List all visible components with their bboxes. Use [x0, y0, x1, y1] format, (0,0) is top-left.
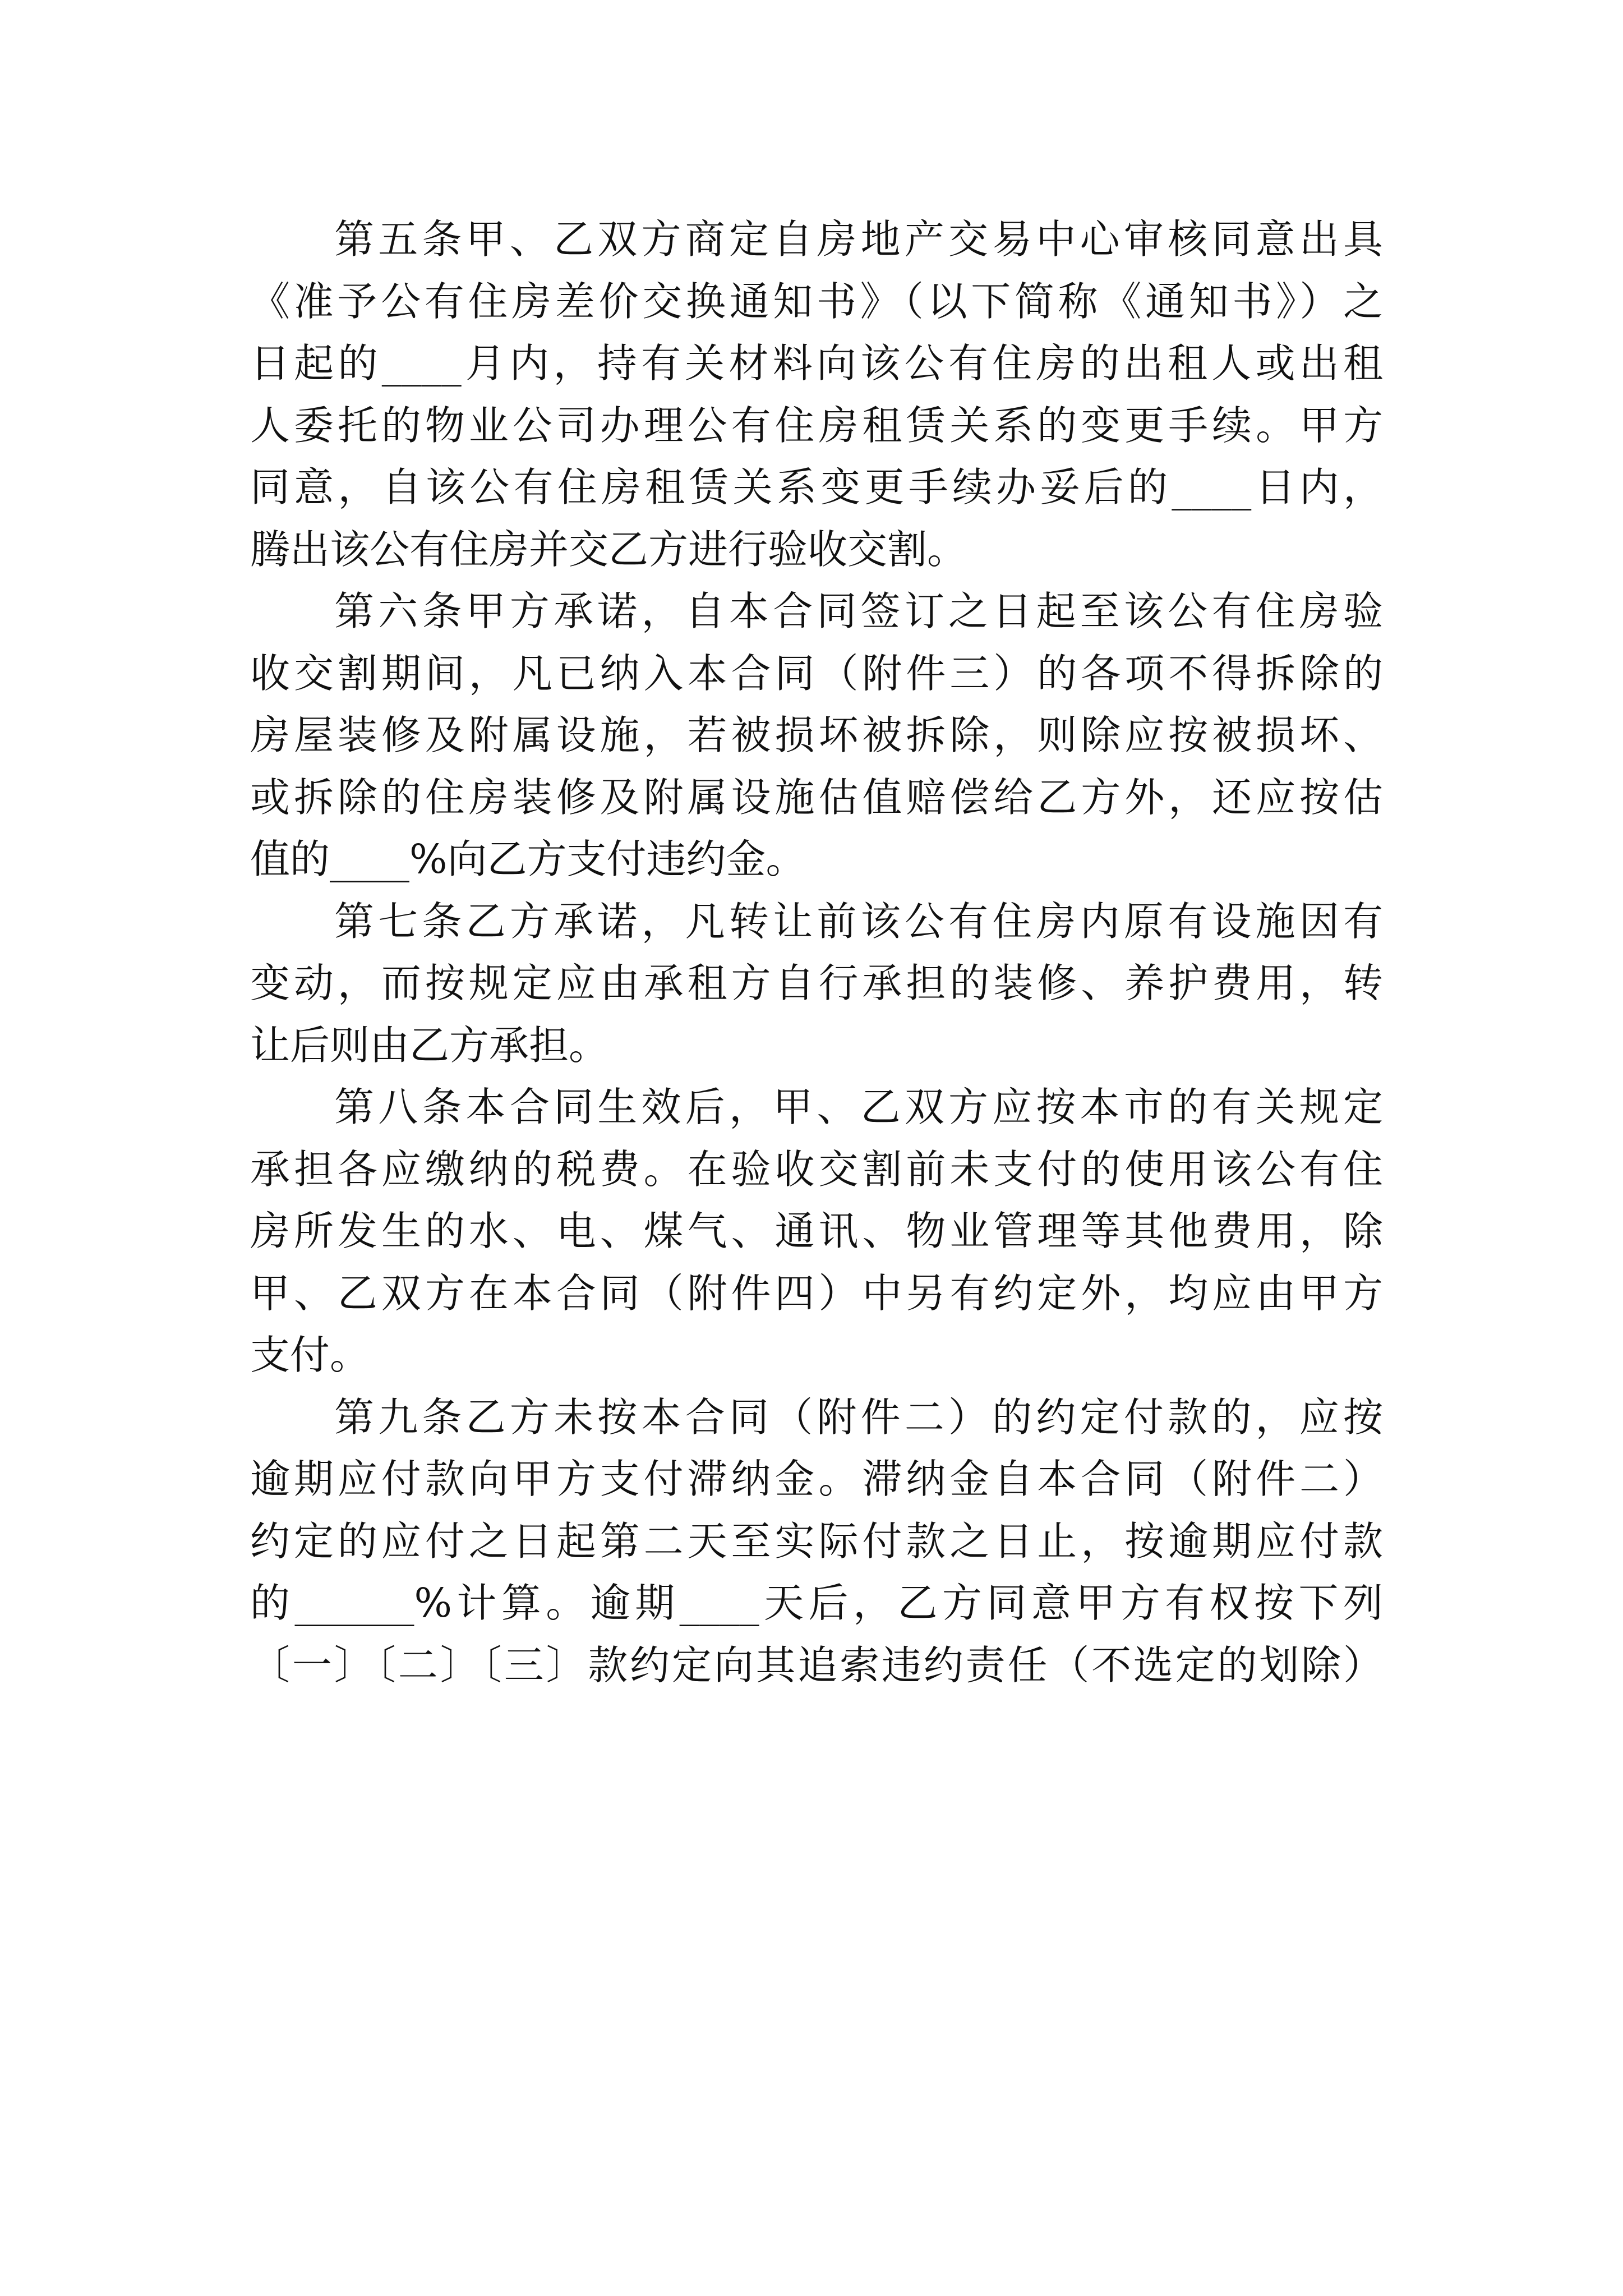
- contract-body: [250, 209, 1383, 1696]
- article-5-line-1: 第五条甲、乙双方商定自房地产交易中心审核同意出具: [334, 216, 1383, 263]
- article-9-line-4: 的______%计算。逾期____天后，乙方同意甲方有权按下列: [250, 1580, 1383, 1626]
- article-9-line-5: 〔一〕〔二〕〔三〕款约定向其追索违约责任（不选定的划除）: [250, 1641, 1383, 1688]
- article-7-line-2: 变动，而按规定应由承租方自行承担的装修、养护费用，转: [250, 960, 1383, 1006]
- article-5-line-2: 《准予公有住房差价交换通知书》（以下简称《通知书》）之: [250, 278, 1383, 325]
- article-6-line-3: 房屋装修及附属设施，若被损坏被拆除，则除应按被损坏、: [250, 712, 1383, 758]
- article-5-line-6: 腾出该公有住房并交乙方进行验收交割。: [250, 526, 967, 573]
- article-8-line-5: 支付。: [250, 1332, 370, 1378]
- article-5-line-5: 同意，自该公有住房租赁关系变更手续办妥后的____日内，: [250, 464, 1383, 510]
- article-7-line-3: 让后则由乙方承担。: [250, 1022, 609, 1069]
- article-9-line-3: 约定的应付之日起第二天至实际付款之日止，按逾期应付款: [250, 1517, 1383, 1565]
- article-6-line-2: 收交割期间，凡已纳入本合同（附件三）的各项不得拆除的: [250, 650, 1383, 697]
- article-9-line-1: 第九条乙方未按本合同（附件二）的约定付款的，应按: [334, 1393, 1383, 1441]
- article-6-line-5: 值的____%向乙方支付违约金。: [250, 836, 806, 882]
- article-6-line-4: 或拆除的住房装修及附属设施估值赔偿给乙方外，还应按估: [250, 774, 1383, 821]
- article-5-line-4: 人委托的物业公司办理公有住房租赁关系的变更手续。甲方: [250, 402, 1383, 449]
- article-8-line-4: 甲、乙双方在本合同（附件四）中另有约定外，均应由甲方: [250, 1269, 1383, 1317]
- article-7-line-1: 第七条乙方承诺，凡转让前该公有住房内原有设施因有: [334, 898, 1383, 945]
- article-9-line-2: 逾期应付款向甲方支付滞纳金。滞纳金自本合同（附件二）: [250, 1456, 1383, 1502]
- article-8-line-3: 房所发生的水、电、煤气、通讯、物业管理等其他费用，除: [250, 1208, 1383, 1254]
- article-8-line-1: 第八条本合同生效后，甲、乙双方应按本市的有关规定: [334, 1084, 1383, 1130]
- article-6-line-1: 第六条甲方承诺，自本合同签订之日起至该公有住房验: [334, 588, 1383, 634]
- article-8-line-2: 承担各应缴纳的税费。在验收交割前未支付的使用该公有住: [250, 1145, 1383, 1193]
- article-5-line-3: 日起的____月内，持有关材料向该公有住房的出租人或出租: [250, 340, 1383, 386]
